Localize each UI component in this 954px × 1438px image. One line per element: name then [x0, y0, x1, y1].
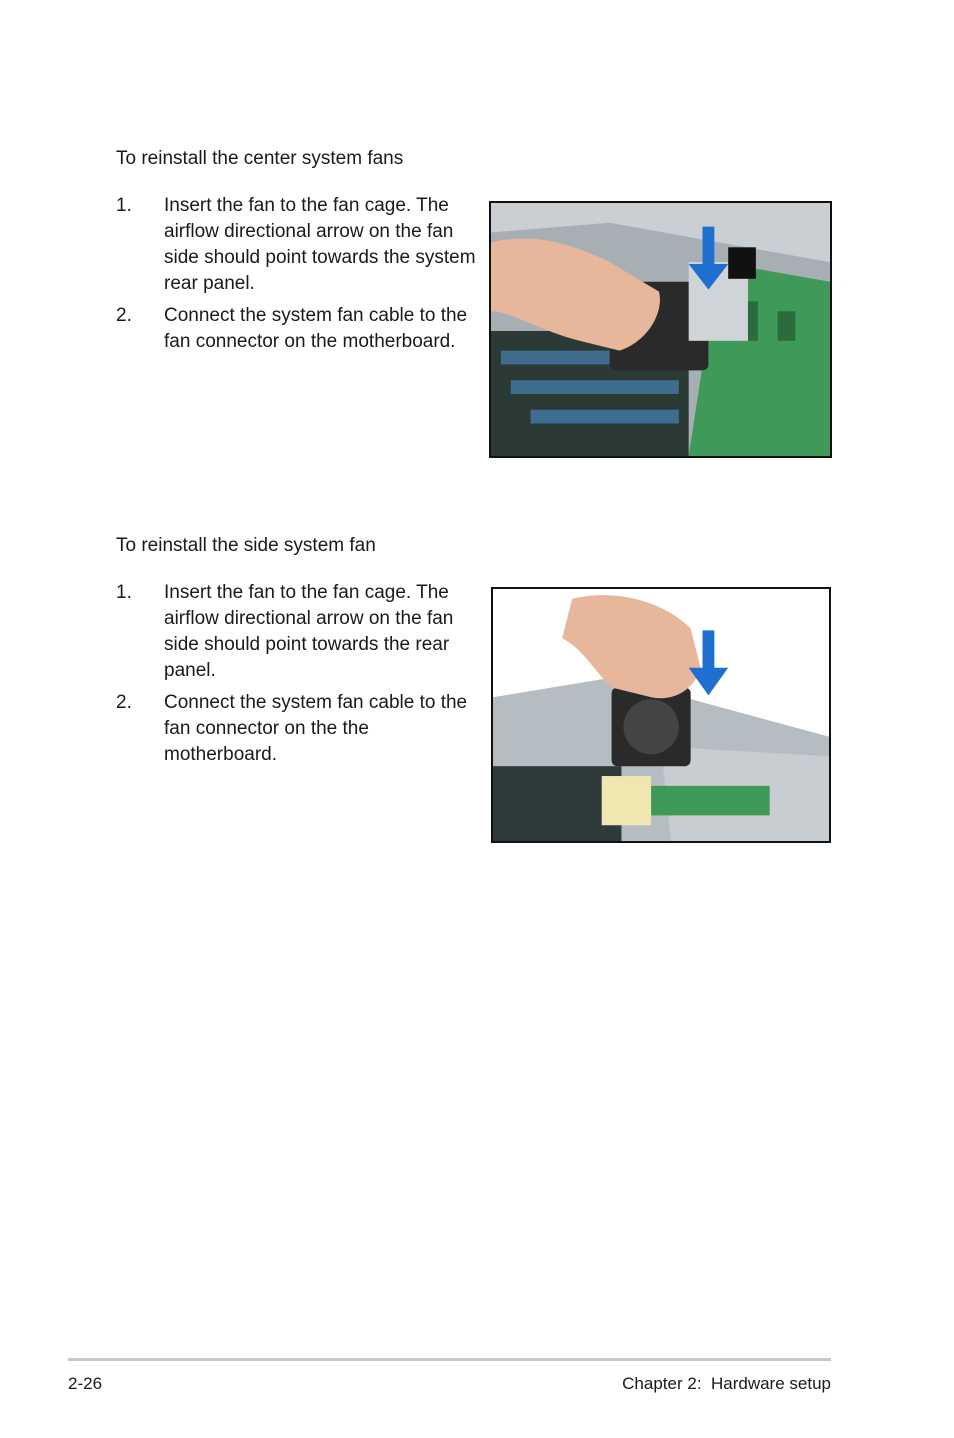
step-text: Insert the fan to the fan cage. The airflow directional arrow on the fan side should point towards the rear panel. [164, 582, 454, 681]
section-title-side-fan: To reinstall the side system fan [116, 535, 376, 556]
photo-center-fan-illustration [491, 203, 830, 456]
list-item [116, 580, 480, 684]
step-number: 1. [116, 195, 132, 216]
photo-center-fan-install [489, 201, 832, 458]
steps-side-fan [116, 580, 480, 774]
step-text: Connect the system fan cable to the fan connector on the motherboard. [164, 305, 468, 352]
photo-side-fan-illustration [493, 589, 829, 841]
step-text: Connect the system fan cable to the fan connector on the the motherboard. [164, 692, 468, 765]
chapter-title: Chapter 2: Hardware setup [622, 1374, 831, 1393]
step-number: 1. [116, 582, 132, 603]
footer-divider [68, 1358, 831, 1361]
list-item [116, 193, 480, 297]
list-item [116, 303, 480, 355]
steps-center-fans [116, 193, 480, 361]
page-number: 2-26 [68, 1374, 103, 1393]
step-text: Insert the fan to the fan cage. The airflow directional arrow on the fan side should point towards the system rear panel. [164, 195, 476, 294]
section-title-center-fans: To reinstall the center system fans [116, 148, 404, 169]
photo-side-fan-install [491, 587, 831, 843]
step-number: 2. [116, 692, 132, 713]
step-number: 2. [116, 305, 132, 326]
list-item [116, 690, 480, 768]
